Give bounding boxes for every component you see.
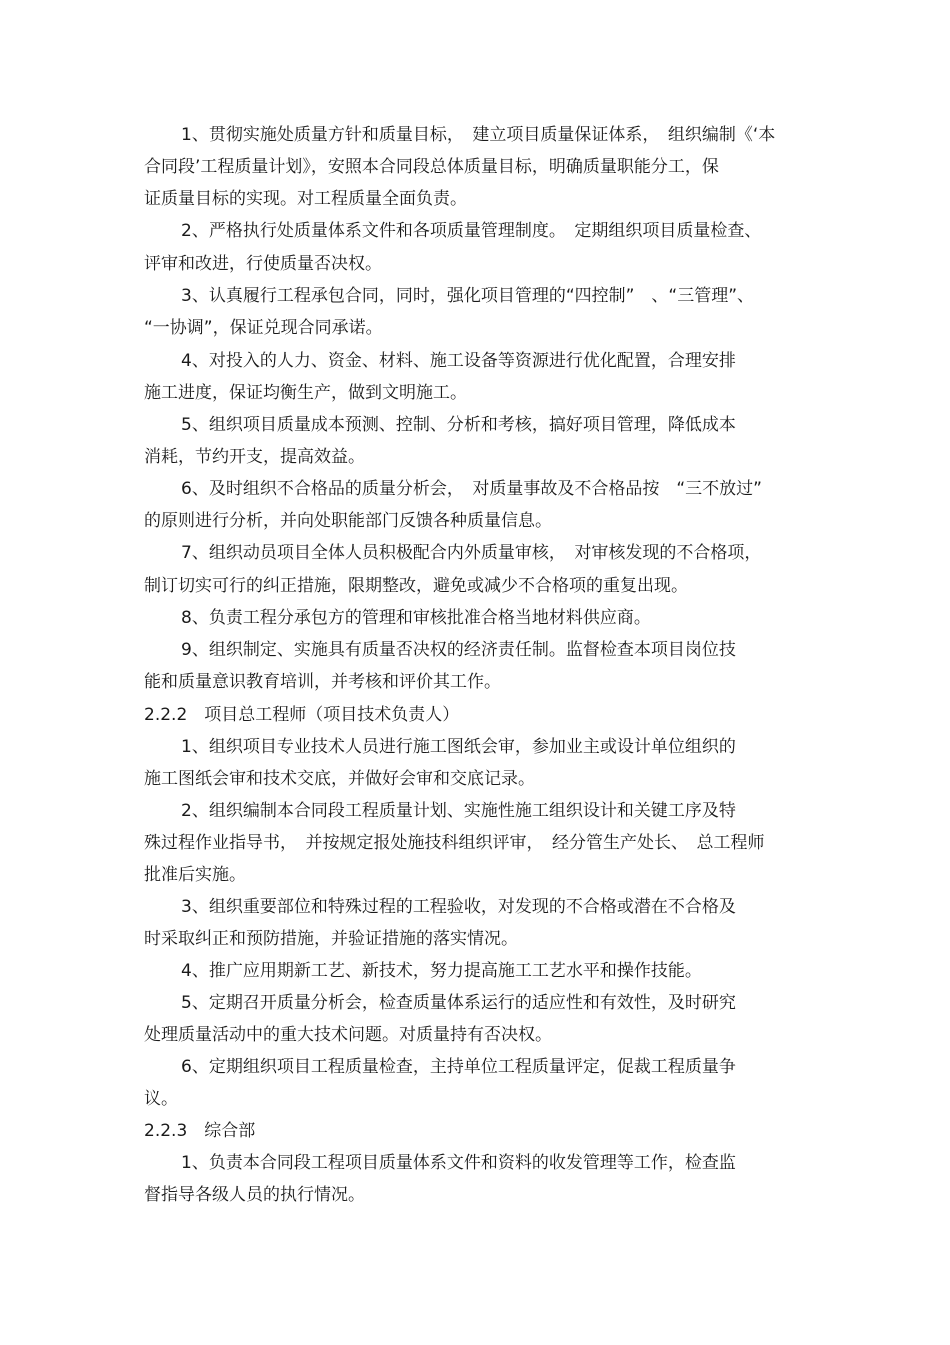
paragraph-line: 4、对投入的人力、资金、材料、施工设备等资源进行优化配置，合理安排 xyxy=(181,351,736,371)
paragraph-line: 3、认真履行工程承包合同，同时，强化项目管理的“四控制” 、“三管理”、 xyxy=(181,286,755,306)
paragraph-line: 消耗，节约开支，提高效益。 xyxy=(144,447,365,467)
paragraph-line: 殊过程作业指导书， 并按规定报处施技科组织评审， 经分管生产处长、 总工程师 xyxy=(144,833,765,853)
paragraph-line: 9、组织制定、实施具有质量否决权的经济责任制。监督检查本项目岗位技 xyxy=(181,640,736,660)
paragraph-line: 督指导各级人员的执行情况。 xyxy=(144,1185,365,1205)
paragraph-line: 3、组织重要部位和特殊过程的工程验收，对发现的不合格或潜在不合格及 xyxy=(181,897,736,917)
paragraph-line: 5、定期召开质量分析会，检查质量体系运行的适应性和有效性，及时研究 xyxy=(181,993,736,1013)
paragraph-line: 5、组织项目质量成本预测、控制、分析和考核，搞好项目管理，降低成本 xyxy=(181,415,736,435)
paragraph-line: 6、定期组织项目工程质量检查，主持单位工程质量评定，促裁工程质量争 xyxy=(181,1057,736,1077)
paragraph-line: 处理质量活动中的重大技术问题。对质量持有否决权。 xyxy=(144,1025,552,1045)
paragraph-line: 2、组织编制本合同段工程质量计划、实施性施工组织设计和关键工序及特 xyxy=(181,801,736,821)
paragraph-line: “一协调”，保证兑现合同承诺。 xyxy=(144,318,383,338)
paragraph-line: 施工图纸会审和技术交底，并做好会审和交底记录。 xyxy=(144,769,535,789)
paragraph-line: 1、组织项目专业技术人员进行施工图纸会审，参加业主或设计单位组织的 xyxy=(181,737,736,757)
section-heading: 2.2.2 项目总工程师（项目技术负责人） xyxy=(144,705,460,725)
paragraph-line: 能和质量意识教育培训，并考核和评价其工作。 xyxy=(144,672,501,692)
paragraph-line: 评审和改进，行使质量否决权。 xyxy=(144,254,382,274)
paragraph-line: 合同段’工程质量计划》，安照本合同段总体质量目标，明确质量职能分工，保 xyxy=(144,157,719,177)
paragraph-line: 1、贯彻实施处质量方针和质量目标， 建立项目质量保证体系， 组织编制《‘本 xyxy=(181,125,776,145)
paragraph-line: 8、负责工程分承包方的管理和审核批准合格当地材料供应商。 xyxy=(181,608,651,628)
paragraph-line: 的原则进行分析，并向处职能部门反馈各种质量信息。 xyxy=(144,511,552,531)
paragraph-line: 6、及时组织不合格品的质量分析会， 对质量事故及不合格品按 “三不放过” xyxy=(181,479,762,499)
paragraph-line: 4、推广应用期新工艺、新技术，努力提高施工工艺水平和操作技能。 xyxy=(181,961,702,981)
section-heading: 2.2.3 综合部 xyxy=(144,1121,256,1141)
paragraph-line: 批准后实施。 xyxy=(144,865,246,885)
paragraph-line: 2、严格执行处质量体系文件和各项质量管理制度。 定期组织项目质量检查、 xyxy=(181,221,762,241)
paragraph-line: 施工进度，保证均衡生产，做到文明施工。 xyxy=(144,383,467,403)
paragraph-line: 制订切实可行的纠正措施，限期整改，避免或减少不合格项的重复出现。 xyxy=(144,576,688,596)
paragraph-line: 证质量目标的实现。对工程质量全面负责。 xyxy=(144,189,467,209)
paragraph-line: 1、负责本合同段工程项目质量体系文件和资料的收发管理等工作，检查监 xyxy=(181,1153,736,1173)
paragraph-line: 7、组织动员项目全体人员积极配合内外质量审核， 对审核发现的不合格项， xyxy=(181,543,762,563)
paragraph-line: 时采取纠正和预防措施，并验证措施的落实情况。 xyxy=(144,929,518,949)
paragraph-line: 议。 xyxy=(144,1089,178,1109)
